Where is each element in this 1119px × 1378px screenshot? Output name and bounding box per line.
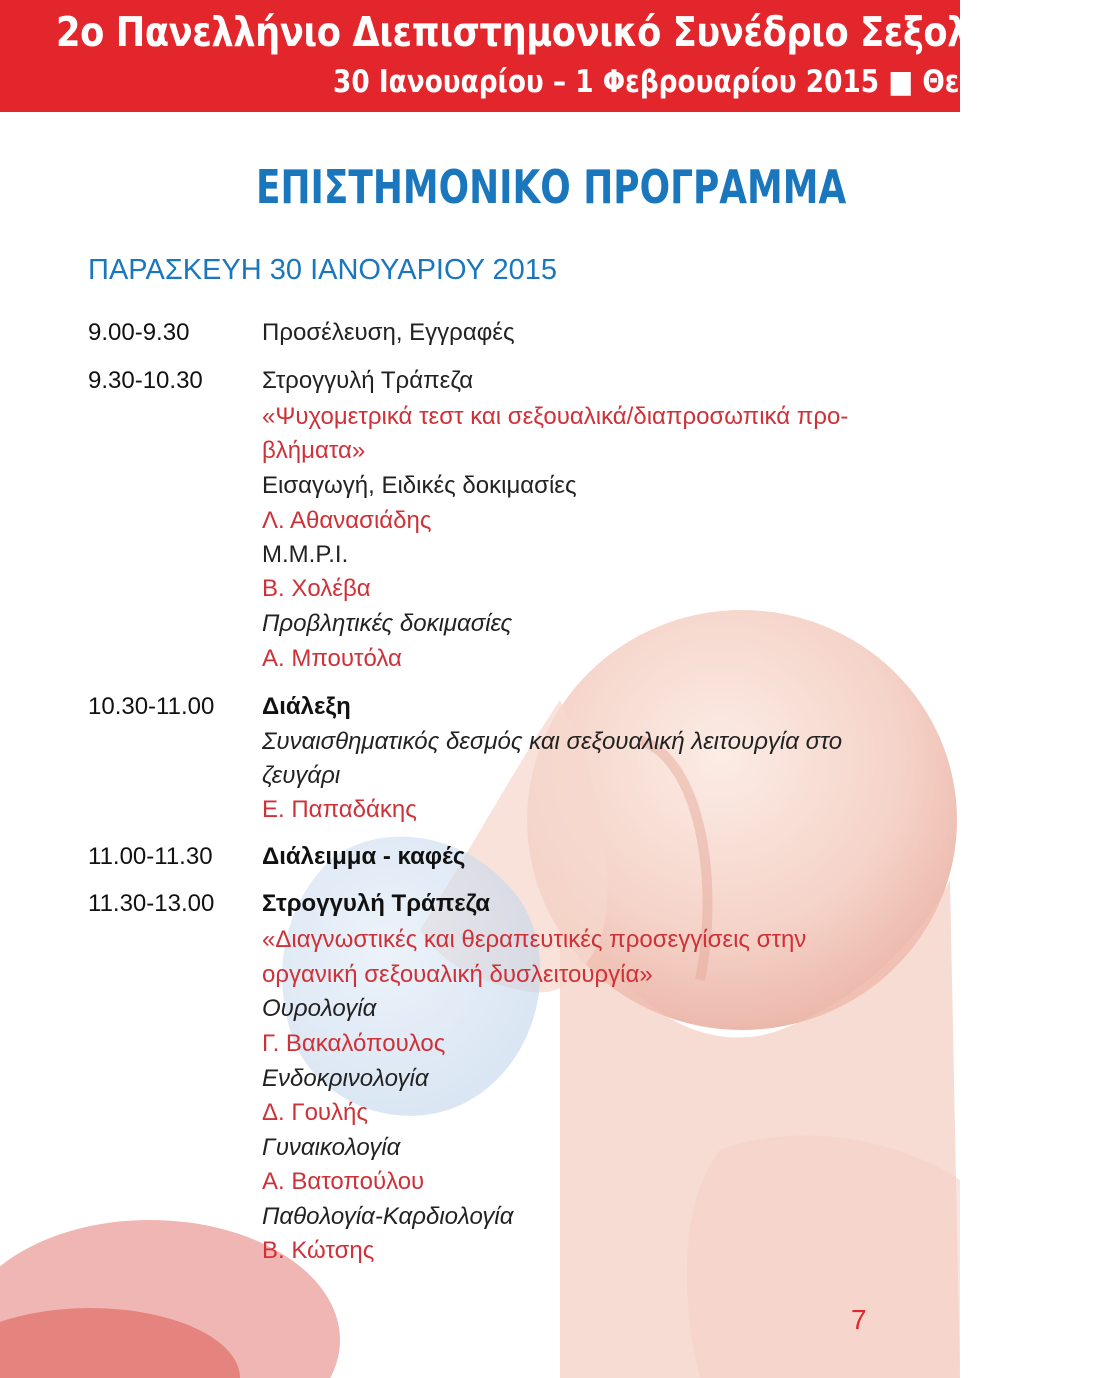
session-topic: «Διαγνωστικές και θεραπευτικές προσεγγίσεις στην (262, 926, 807, 953)
session-title: Διάλειμμα - καφές (262, 843, 466, 870)
session-subtopic: Προβλητικές δοκιμασίες (262, 610, 513, 637)
session-title: Στρογγυλή Τράπεζα (262, 890, 491, 917)
session-topic: «Ψυχομετρικά τεστ και σεξουαλικά/διαπροσωπικά προ- (262, 403, 849, 430)
session-subtopic: Παθολογία-Καρδιολογία (262, 1203, 514, 1230)
session-time: 9.00-9.30 (88, 319, 190, 346)
session-subtopic: Εισαγωγή, Ειδικές δοκιμασίες (262, 472, 577, 499)
session-title: Στρογγυλή Τράπεζα (262, 367, 474, 394)
session-subtopic: Ενδοκρινολογία (262, 1065, 429, 1092)
session-time: 11.00-11.30 (88, 843, 213, 870)
speaker-name: Α. Βατοπούλου (262, 1168, 425, 1195)
session-title: Διάλεξη (262, 693, 351, 720)
session-topic: ζευγάρι (262, 762, 341, 789)
session-subtopic: M.M.P.I. (262, 541, 349, 568)
speaker-name: Α. Μπουτόλα (262, 645, 402, 672)
session-subtopic: Γυναικολογία (262, 1134, 401, 1161)
session-topic: βλήματα» (262, 437, 366, 464)
speaker-name: Δ. Γουλής (262, 1099, 368, 1126)
page-number: 7 (851, 1304, 867, 1335)
speaker-name: Λ. Αθανασιάδης (262, 507, 432, 534)
session-topic: οργανική σεξουαλική δυσλειτουργία» (262, 961, 653, 988)
speaker-name: Γ. Βακαλόπουλος (262, 1030, 446, 1057)
speaker-name: Ε. Παπαδάκης (262, 796, 417, 823)
session-time: 11.30-13.00 (88, 890, 215, 917)
day-heading: ΠΑΡΑΣΚΕΥΗ 30 ΙΑΝΟΥΑΡΙΟΥ 2015 (88, 254, 557, 286)
session-time: 10.30-11.00 (88, 693, 215, 720)
conference-dates: 30 Ιανουαρίου – 1 Φεβρουαρίου 2015 ■ Θεσσαλονίκη (333, 64, 1119, 100)
session-subtopic: Ουρολογία (262, 995, 377, 1022)
speaker-name: Β. Κώτσης (262, 1237, 375, 1264)
page-title: ΕΠΙΣΤΗΜΟΝΙΚΟ ΠΡΟΓΡΑΜΜΑ (256, 160, 847, 214)
session-title: Προσέλευση, Εγγραφές (262, 319, 515, 346)
conference-title: 2ο Πανελλήνιο Διεπιστημονικό Συνέδριο Σεξολογίας (56, 8, 1075, 56)
session-topic: Συναισθηματικός δεσμός και σεξουαλική λειτουργία στο (262, 728, 843, 755)
session-time: 9.30-10.30 (88, 367, 203, 394)
speaker-name: Β. Χολέβα (262, 575, 371, 602)
